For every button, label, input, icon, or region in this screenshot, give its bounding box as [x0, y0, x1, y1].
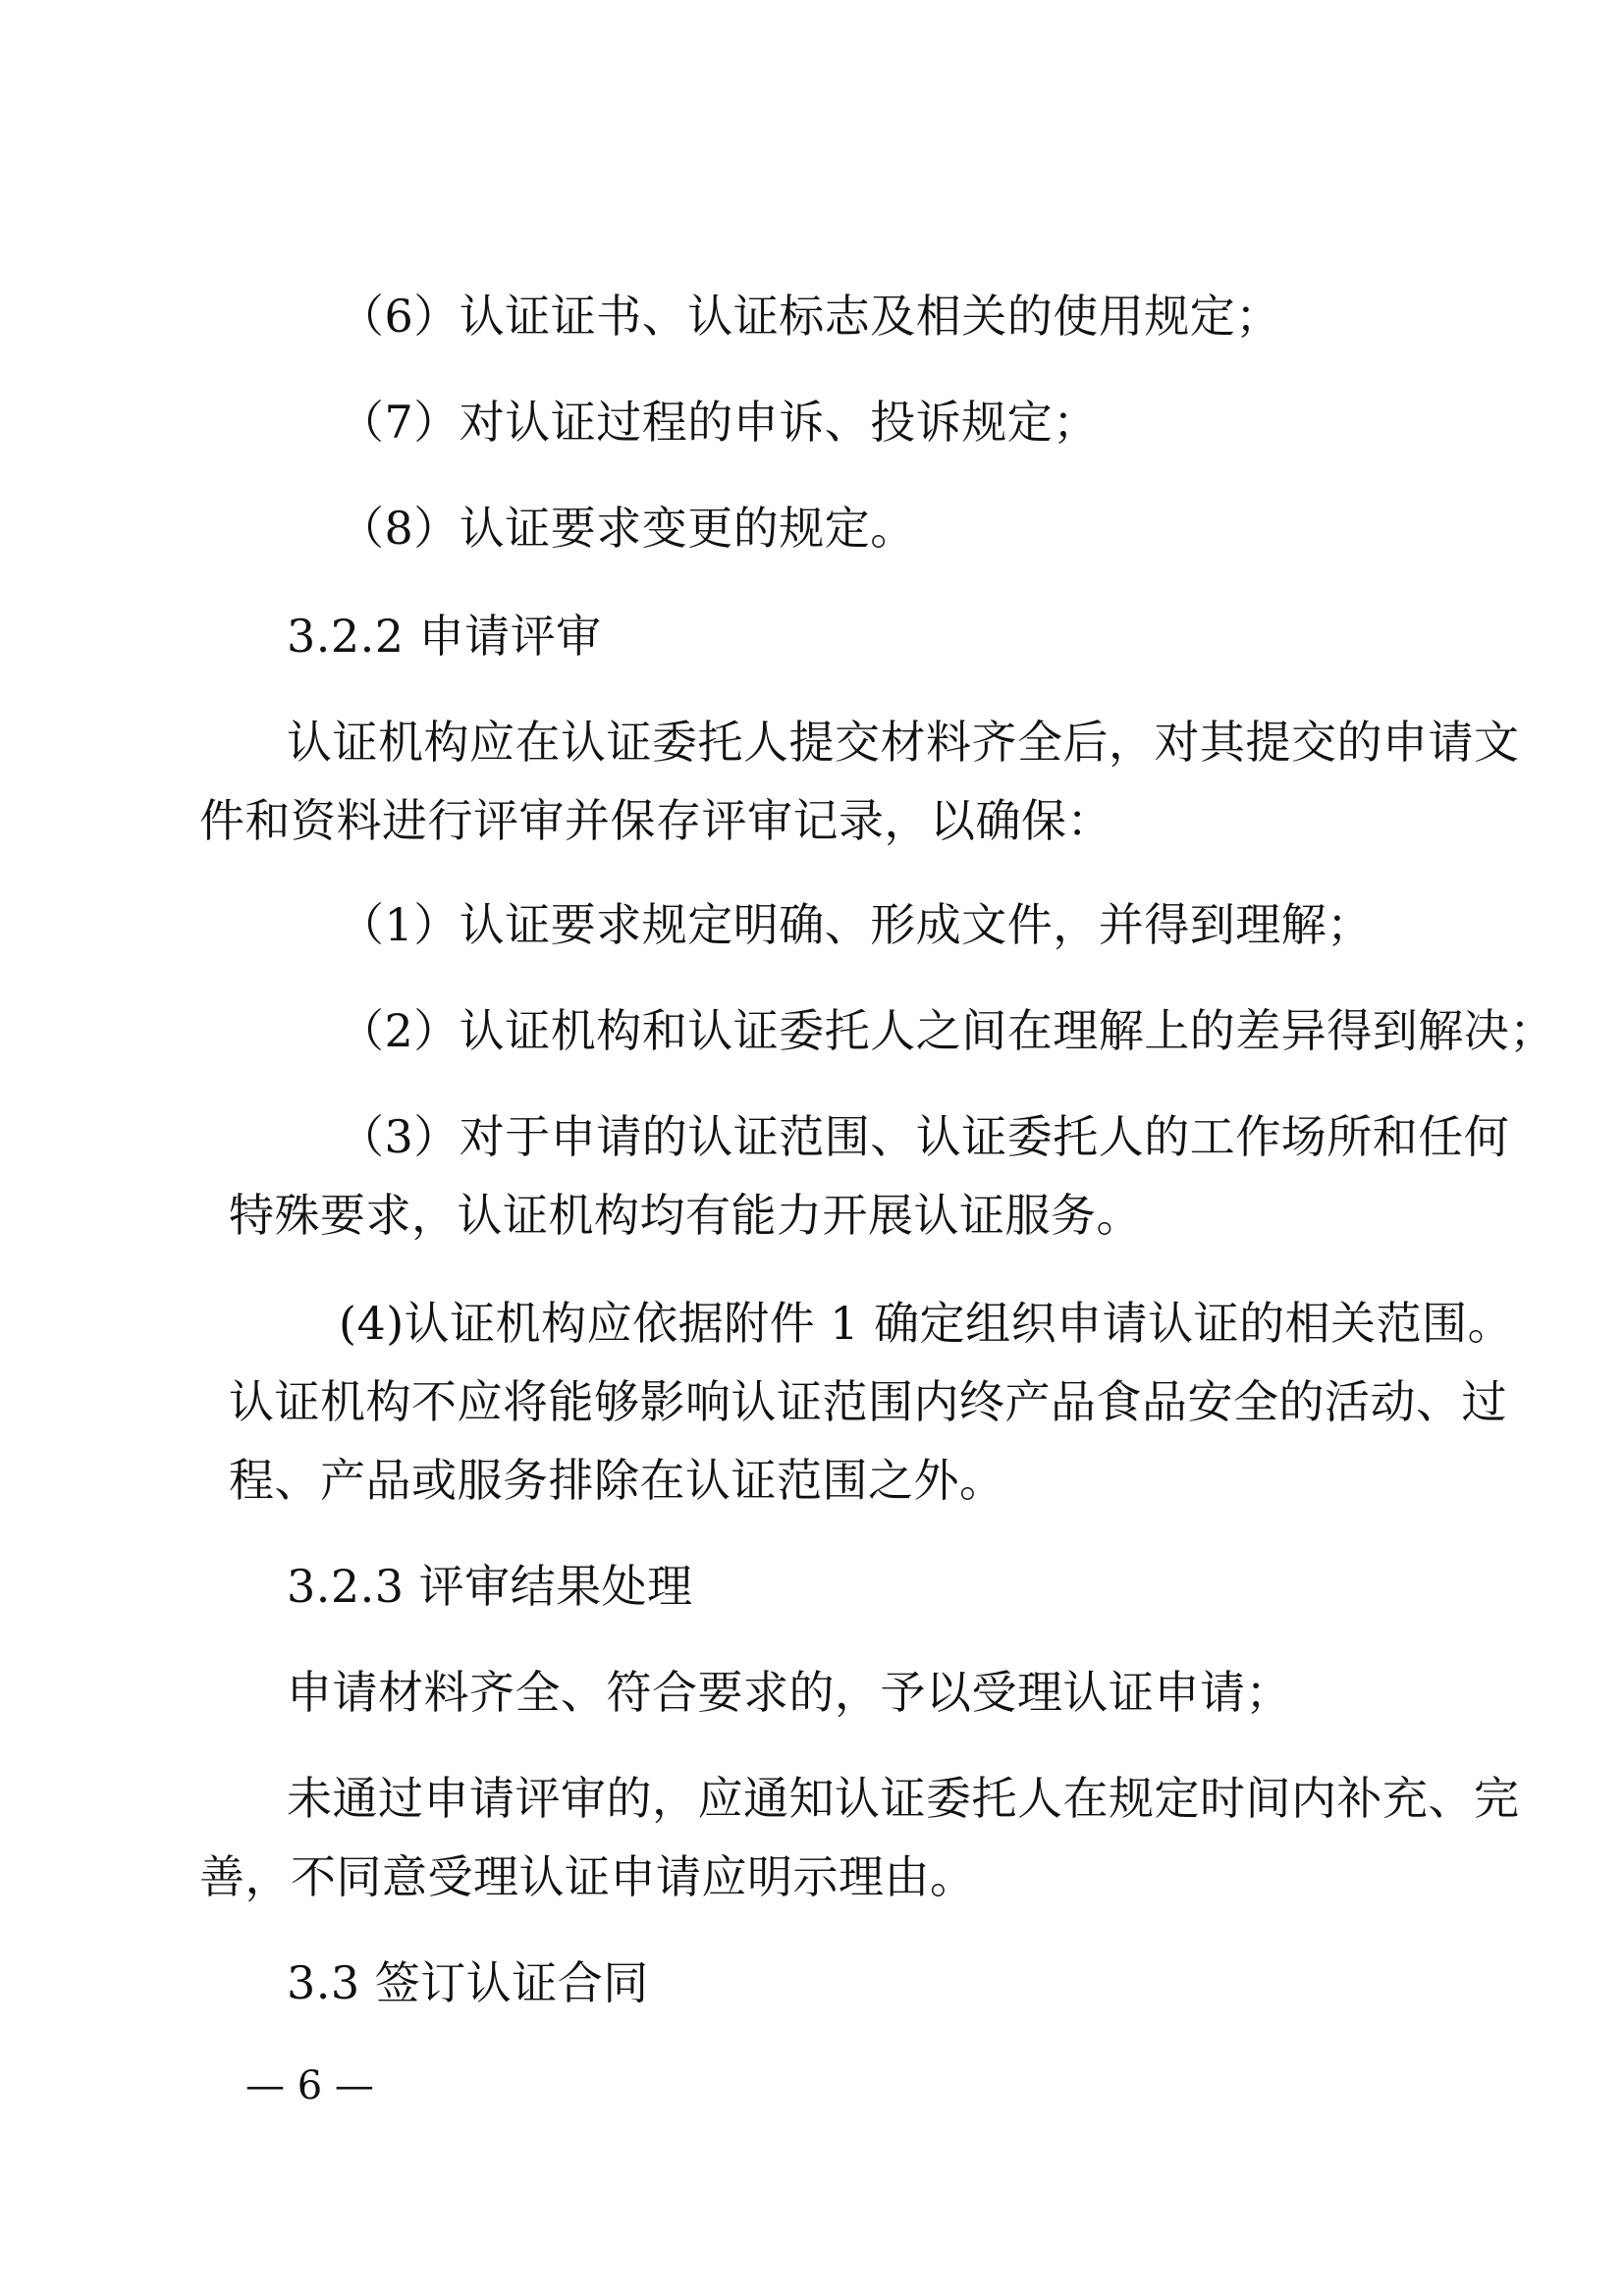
list-item-4-line-1: (4)认证机构应依据附件 1 确定组织申请认证的相关范围。 [339, 1297, 1514, 1350]
paragraph-review-line-2: 件和资料进行评审并保存评审记录，以确保： [199, 794, 1112, 847]
list-item-2: （2）认证机构和认证委托人之间在理解上的差异得到解决； [339, 1004, 1555, 1057]
paragraph-not-passed-line-2: 善，不同意受理认证申请应明示理由。 [199, 1850, 976, 1903]
list-item-7: （7）对认证过程的申诉、投诉规定； [339, 396, 1099, 449]
list-item-4-line-3: 程、产品或服务排除在认证范围之外。 [229, 1454, 1005, 1507]
section-heading-3-2-2: 3.2.2 申请评审 [287, 610, 602, 663]
paragraph-review-line-1: 认证机构应在认证委托人提交材料齐全后，对其提交的申请文 [287, 716, 1520, 769]
list-item-6: （6）认证证书、认证标志及相关的使用规定； [339, 290, 1281, 343]
section-heading-3-3: 3.3 签订认证合同 [287, 1956, 649, 2009]
paragraph-accepted: 申请材料齐全、符合要求的，予以受理认证申请； [287, 1666, 1291, 1719]
section-heading-3-2-3: 3.2.3 评审结果处理 [287, 1560, 693, 1613]
page-number: — 6 — [245, 2063, 374, 2109]
paragraph-not-passed-line-1: 未通过申请评审的，应通知认证委托人在规定时间内补充、完 [287, 1772, 1520, 1825]
list-item-8: （8）认证要求变更的规定。 [339, 502, 916, 555]
list-item-3-line-1: （3）对于申请的认证范围、认证委托人的工作场所和任何 [339, 1110, 1510, 1163]
list-item-4-line-2: 认证机构不应将能够影响认证范围内终产品食品安全的活动、过 [229, 1375, 1507, 1428]
list-item-1: （1）认证要求规定明确、形成文件，并得到理解； [339, 898, 1373, 951]
list-item-3-line-2: 特殊要求，认证机构均有能力开展认证服务。 [229, 1189, 1142, 1242]
